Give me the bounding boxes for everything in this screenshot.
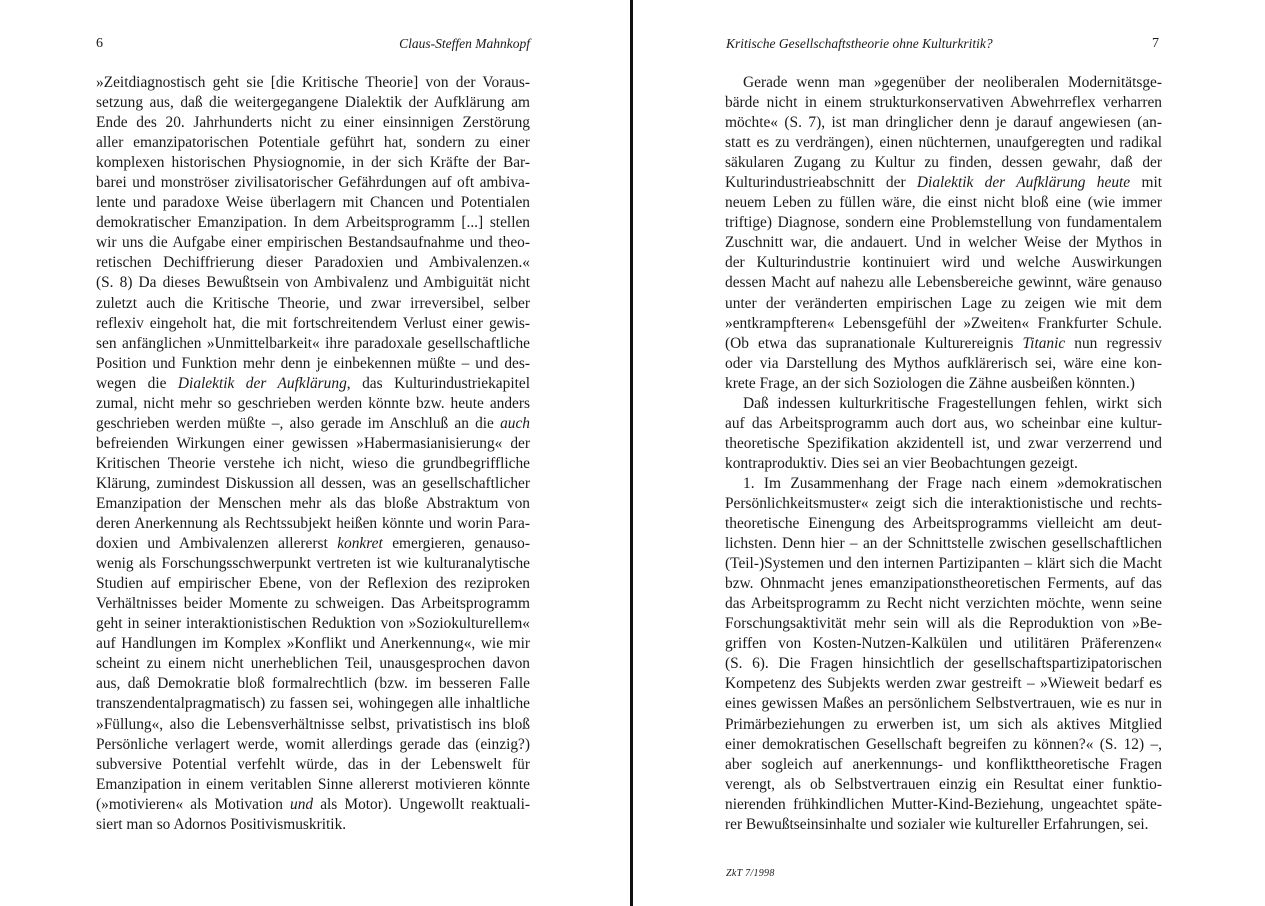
text-line [725,294,1162,314]
italic-text: Dialektik der Aufklärung [177,374,347,392]
text-segment: der Kulturindustrie kontinuiert wird und welche Auswirkungen [725,254,1162,272]
text-segment: Gerade wenn man »gegenüber der neoliberalen Modernitätsge- [743,74,1162,91]
text-segment: Position und Funktion mehr denn je einbekennen müßte – und des- [96,354,530,372]
italic-text: Titanic [1022,334,1066,352]
text-line [96,594,530,614]
text-line [96,775,530,795]
text-segment: möchte« (S. 7), ist man dringlicher denn je darauf angewiesen (an- [725,114,1162,132]
page-gutter-divider [630,0,633,906]
text-segment: Kritischen Theorie verstehe ich nicht, wieso die grundbegriffliche [96,454,530,472]
text-segment: transzendentalpragmatisch) zu fassen sei, wohingegen alle inhaltliche [96,695,530,713]
journal-footer: ZkT 7/1998 [726,868,775,879]
text-line [725,253,1162,273]
text-line [725,694,1162,714]
text-segment: scheint zu einem nicht unerheblichen Teil, unausgesprochen davon [96,655,530,673]
text-line [725,354,1162,374]
text-line [96,314,530,334]
text-segment: barei und monströser zivilisatorischer Gefährdungen auf oft ambiva- [96,174,530,192]
text-line [725,594,1162,614]
text-segment: Ende des 20. Jahrhunderts nicht zu einer einsinnigen Zerstörung [96,114,530,132]
text-line [96,133,530,153]
text-segment: Verhältnisses beider Momente zu schweigen. Das Arbeitsprogramm [96,595,530,613]
text-segment: aus, daß Demokratie bloß formalrechtlich (bzw. im besseren Falle [96,675,530,693]
text-line [96,795,530,815]
text-segment: unter der veränderten empirischen Lage zu zeigen wie mit dem [725,294,1162,312]
text-segment: bzw. Ohnmacht jenes emanzipationstheoretischen Ferments, auf das [725,575,1162,593]
text-line [725,795,1162,815]
text-line [725,634,1162,654]
text-segment: bärde nicht in einem strukturkonservativen Abwehrreflex verharren [725,94,1162,112]
text-line [96,153,530,173]
text-segment: geschrieben werden müßte –, also gerade im Anschluß an die [96,414,501,432]
text-line [725,514,1162,534]
text-segment: Primärbeziehungen zu erwerben ist, um sich als aktives Mitglied [725,715,1162,733]
text-line [96,574,530,594]
text-line [96,354,530,374]
text-segment: lente und paradoxe Weise überlagern mit Chancen und Potentialen [96,194,530,212]
text-segment: statt es zu verdrängen), einen nüchternen, unaufgeregten und radikal [725,134,1162,152]
text-segment: Persönliche verlagert werde, womit allerdings gerade das (einzig?) [96,735,530,753]
text-segment: Zuschnitt war, die andauert. Und in welcher Weise der Mythos in [725,234,1162,252]
text-segment: demokratischer Emanzipation. In dem Arbeitsprogramm [...] stellen [96,214,530,232]
text-segment: krete Frage, an der sich Soziologen die Zähne ausbeißen könnten.) [725,374,1135,392]
text-segment: , das Kulturindustriekapitel [346,374,530,392]
text-line [725,93,1162,113]
text-line [96,735,530,755]
text-segment: Daß indessen kulturkritische Fragestellungen fehlen, wirkt sich [743,394,1162,412]
text-segment: triftige) Diagnose, sondern eine Problemstellung von fundamentalem [725,214,1162,232]
text-line [725,474,1162,494]
text-line [96,113,530,133]
text-line [96,534,530,554]
text-line [96,815,530,835]
text-line [96,193,530,213]
text-segment: oder via Darstellung des Mythos aufklärerisch sei, wäre eine kon- [725,354,1162,372]
text-segment: mit [1130,174,1162,192]
text-segment: wegen die [96,374,178,392]
text-line [96,674,530,694]
text-segment: Kulturindustrieabschnitt der [725,174,917,192]
text-line [96,634,530,654]
text-segment: auf Handlungen im Komplex »Konflikt und Anerkennung«, wie mir [96,635,530,653]
text-segment: neuem Leben zu füllen wäre, die einst nicht bloß eine (wie immer [725,194,1162,212]
text-segment: kontraproduktiv. Dies sei an vier Beobachtungen gezeigt. [725,454,1078,472]
text-segment: deren Anerkennung als Rechtssubjekt heißen könnte und worin Para- [96,515,530,533]
text-line [725,735,1162,755]
text-line [96,715,530,735]
text-line [725,574,1162,594]
text-segment: (Ob etwa das supranationale Kulturereignis [725,334,1023,352]
text-line [725,674,1162,694]
text-segment: nierenden frühkindlichen Mutter-Kind-Beziehung, ungeachtet späte- [725,795,1162,813]
text-segment: subversive Potential verfehlt würde, das in der Lebenswelt für [96,755,530,773]
text-line [725,494,1162,514]
text-segment: eines gewissen Maßes an persönlichem Selbstvertrauen, wie es nur in [725,695,1162,713]
text-line [725,715,1162,735]
text-segment: »Füllung«, also die Lebensverhältnisse selbst, privatistisch ins bloß [96,715,530,733]
text-line [725,775,1162,795]
left-body-text [96,73,530,835]
text-line [96,554,530,574]
text-line [96,434,530,454]
text-segment: Kompetenz des Subjekts werden zwar gestreift – »Wieweit bedarf es [725,675,1162,693]
text-line [725,654,1162,674]
text-segment: aber sogleich auf anerkennungs- und konflikttheoretische Fragen [725,755,1162,773]
text-line [725,273,1162,293]
text-segment: retischen Dechiffrierung dieser Paradoxien und Ambivalenzen.« [96,254,530,272]
text-line [96,213,530,233]
text-line [96,253,530,273]
text-segment: nun regressiv [1065,334,1162,352]
text-segment: dessen Macht auf nahezu alle Lebensbereiche gewinnt, wäre genauso [725,274,1162,292]
text-line [96,514,530,534]
text-segment: doxien und Ambivalenzen allererst [96,535,338,553]
right-body-text [725,73,1162,835]
text-segment: wir uns die Aufgabe einer empirischen Bestandsaufnahme und theo- [96,234,530,252]
text-segment: auf das Arbeitsprogramm auch dort aus, wo scheinbar eine kultur- [725,414,1162,432]
text-line [725,233,1162,253]
text-segment: (S. 8) Da dieses Bewußtsein von Ambivalenz und Ambiguität nicht [96,274,530,292]
text-line [96,394,530,414]
text-line [96,93,530,113]
page-number-right: 7 [1152,36,1159,51]
text-line [96,614,530,634]
text-line [725,454,1162,474]
text-line [96,294,530,314]
text-line [96,173,530,193]
text-segment: wenig als Forschungsschwerpunkt vertreten ist wie kulturanalytische [96,555,530,573]
text-line [725,554,1162,574]
text-line [725,534,1162,554]
text-segment: 1. Im Zusammenhang der Frage nach einem »demokratischen [743,474,1162,492]
text-line [96,694,530,714]
text-segment: einer demokratischen Gesellschaft begreifen zu können?« (S. 12) –, [725,735,1162,753]
text-segment: »entkrampfteren« Lebensgefühl der »Zweiten« Frankfurter Schule. [725,314,1162,332]
text-line [725,394,1162,414]
text-line [96,73,530,93]
left-page [0,0,630,906]
italic-text: auch [500,414,530,432]
text-segment: aller emanzipatorischen Potentiale geführt hat, sondern zu einer [96,134,530,152]
text-line [725,815,1162,835]
text-line [725,314,1162,334]
text-segment: griffen von Kosten-Nutzen-Kalkülen und utilitären Präferenzen« [725,635,1162,653]
text-segment: rer Bewußtseinsinhalte und sozialer wie kultureller Erfahrungen, sei. [725,815,1149,833]
text-line [96,414,530,434]
text-line [96,233,530,253]
text-segment: theoretische Spezifikation akzidentell ist, und zwar verzerrend und [725,434,1162,452]
right-page [634,0,1265,906]
text-line [725,614,1162,634]
text-segment: »Zeitdiagnostisch geht sie [die Kritische Theorie] von der Voraus- [96,74,530,91]
text-segment: Emanzipation in einem veritablen Sinne allererst motivieren könnte [96,775,530,793]
text-segment: zumal, nicht mehr so geschrieben werden könnte bzw. heute anders [96,394,530,412]
text-line [725,374,1162,394]
italic-text: konkret [337,535,383,553]
text-segment: (S. 6). Die Fragen hinsichtlich der gesellschaftspartizipatorischen [725,655,1162,673]
text-line [725,153,1162,173]
text-line [96,273,530,293]
running-head-right: Kritische Gesellschaftstheorie ohne Kulturkritik? [726,36,993,51]
text-segment: komplexen historischen Physiognomie, in der sich Kräfte der Bar- [96,154,530,172]
text-segment: theoretische Einengung des Arbeitsprogramms vielleicht am deut- [725,515,1162,533]
text-line [725,73,1162,93]
text-segment: setzung aus, daß die weitergegangene Dialektik der Aufklärung am [96,94,530,112]
text-line [725,193,1162,213]
text-line [96,494,530,514]
text-segment: zuletzt auch die Kritische Theorie, und zwar irreversibel, selber [96,294,530,312]
text-segment: Persönlichkeitsmuster« zeigt sich die interaktionistische und rechts- [725,494,1162,512]
running-head-left: Claus-Steffen Mahnkopf [399,36,530,51]
text-line [96,334,530,354]
text-segment: säkularen Zugang zu Kultur zu finden, dessen gewahr, daß der [725,154,1162,172]
text-segment: geht in seiner interaktionistischen Reduktion von »Soziokulturellem« [96,615,530,633]
text-line [96,374,530,394]
italic-text: und [290,795,314,813]
page-number-left: 6 [96,36,103,51]
text-segment: befreienden Wirkungen einer gewissen »Habermasianisierung« der [96,434,530,452]
text-segment: Studien auf empirischer Ebene, von der Reflexion des reziproken [96,575,530,593]
text-line [725,434,1162,454]
text-line [725,133,1162,153]
text-line [725,755,1162,775]
text-line [96,755,530,775]
text-line [96,654,530,674]
text-segment: lichsten. Denn hier – an der Schnittstelle zwischen gesellschaftlichen [725,535,1162,553]
text-line [725,113,1162,133]
italic-text: Dialektik der Aufklärung heute [916,174,1131,192]
text-line [96,474,530,494]
text-line [725,213,1162,233]
text-segment: reflexiv eingeholt hat, die mit fortschreitendem Verlust einer gewis- [96,314,530,332]
text-line [725,334,1162,354]
text-segment: siert man so Adornos Positivismuskritik. [96,815,347,833]
text-segment: (Teil-)Systemen und den internen Partizipanten – klärt sich die Macht [725,555,1162,573]
text-segment: Klärung, zumindest Diskussion all dessen, was an gesellschaftlicher [96,474,530,492]
text-segment: Emanzipation der Menschen mehr als das bloße Abstraktum von [96,494,530,512]
text-segment: Forschungsaktivität mehr sein will als die Reproduktion von »Be- [725,615,1162,633]
text-line [725,173,1162,193]
text-segment: als Motor). Ungewollt reaktuali- [313,795,530,813]
text-segment: das Arbeitsprogramm zu Recht nicht verzichten möchte, wenn seine [725,595,1162,613]
text-line [96,454,530,474]
text-segment: (»motivieren« als Motivation [96,795,290,813]
text-segment: sen anfänglichen »Unmittelbarkeit« ihre paradoxale gesellschaftliche [96,334,530,352]
text-segment: emergieren, genauso- [382,535,530,553]
text-line [725,414,1162,434]
text-segment: verengt, als ob Selbstvertrauen einzig ein Resultat einer funktio- [725,775,1162,793]
